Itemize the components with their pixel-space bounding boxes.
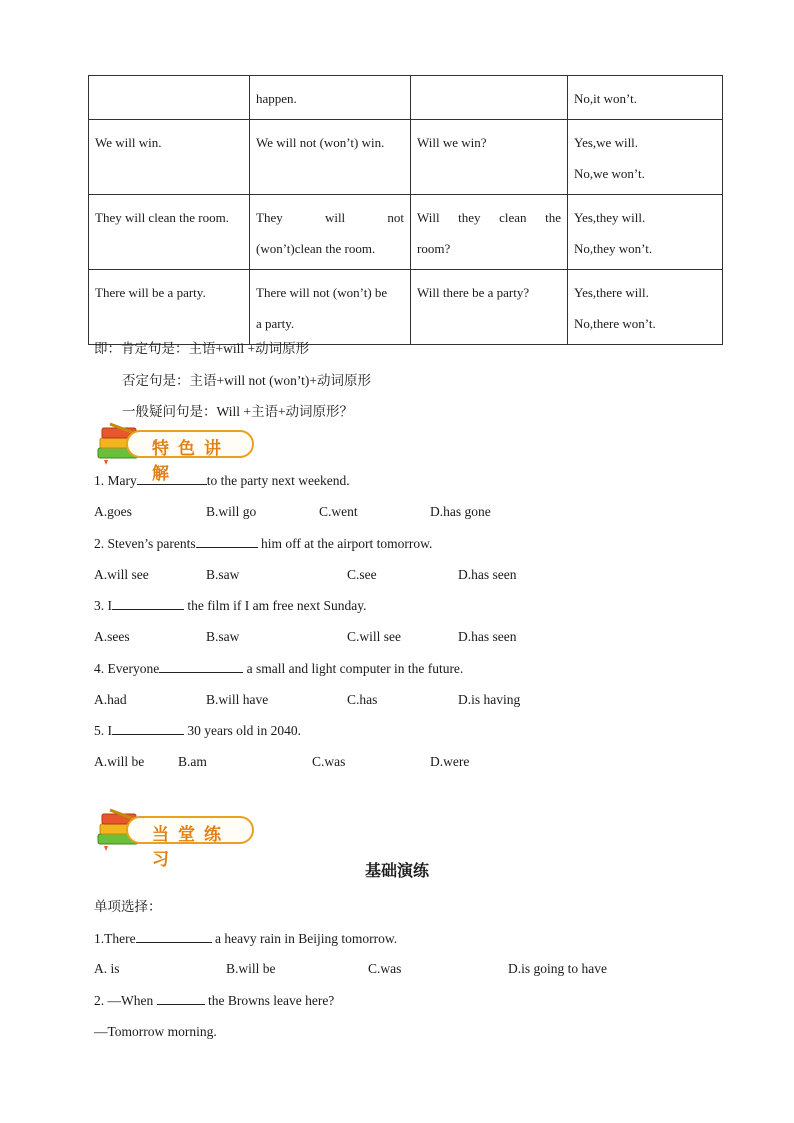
feature-q5-option-d[interactable]: D.were	[430, 754, 470, 769]
feature-q4-option-b[interactable]: B.will have	[206, 692, 269, 707]
feature-q3-option-d[interactable]: D.has seen	[458, 629, 517, 644]
table-cell: They will not (won’t)clean the room.	[250, 195, 411, 270]
practice-q1-option-b[interactable]: B.will be	[226, 961, 276, 976]
feature-question-1: 1. Mary to the party next weekend.	[94, 470, 350, 491]
feature-question-4: 4. Everyone a small and light computer in the future.	[94, 658, 463, 679]
note-negative: 否定句是：主语+will not (won’t)+动词原形	[122, 372, 371, 388]
practice-answer-2: —Tomorrow morning.	[94, 1024, 217, 1039]
feature-q1-option-b[interactable]: B.will go	[206, 504, 257, 519]
table-row	[89, 120, 723, 195]
table-cell: We will not (won’t) win.	[250, 120, 411, 195]
answer-blank[interactable]	[157, 990, 205, 1005]
section-title: 基础演练	[364, 861, 429, 880]
feature-q5-option-b[interactable]: B.am	[178, 754, 207, 769]
feature-q3-option-b[interactable]: B.saw	[206, 629, 240, 644]
practice-question-1: 1.There a heavy rain in Beijing tomorrow.	[94, 928, 397, 949]
table-row	[89, 195, 723, 270]
table-cell: Yes,there will. No,there won’t.	[568, 270, 723, 345]
table-row	[89, 76, 723, 120]
table-cell: Will there be a party?	[411, 270, 568, 345]
feature-q5-option-a[interactable]: A.will be	[94, 754, 145, 769]
feature-q2-option-c[interactable]: C.see	[347, 567, 377, 582]
feature-q1-option-a[interactable]: A.goes	[94, 504, 132, 519]
feature-q5-option-c[interactable]: C.was	[312, 754, 346, 769]
answer-blank[interactable]	[196, 533, 258, 548]
table-cell: They will clean the room.	[89, 195, 250, 270]
answer-blank[interactable]	[112, 720, 184, 735]
table-cell: happen.	[250, 76, 411, 120]
table-cell: Will we win?	[411, 120, 568, 195]
answer-blank[interactable]	[112, 595, 184, 610]
feature-badge-label: 特色讲解	[152, 439, 230, 484]
feature-q4-option-d[interactable]: D.is having	[458, 692, 521, 707]
grammar-notes	[94, 333, 371, 428]
grammar-table	[88, 75, 723, 345]
feature-question-2: 2. Steven’s parents him off at the airport tomorrow.	[94, 533, 432, 554]
practice-badge	[96, 806, 262, 870]
table-cell: There will not (won’t) be a party.	[250, 270, 411, 345]
feature-q2-option-a[interactable]: A.will see	[94, 567, 149, 582]
table-cell: Yes,we will. No,we won’t.	[568, 120, 723, 195]
note-affirmative: 即：肯定句是：主语+will +动词原形	[94, 341, 310, 356]
feature-q1-option-c[interactable]: C.went	[319, 504, 358, 519]
feature-q3-option-c[interactable]: C.will see	[347, 629, 401, 644]
answer-blank[interactable]	[136, 928, 212, 943]
feature-question-3: 3. I the film if I am free next Sunday.	[94, 595, 366, 616]
feature-q2-option-d[interactable]: D.has seen	[458, 567, 517, 582]
feature-badge	[96, 420, 262, 484]
practice-subtitle: 单项选择：	[94, 899, 162, 914]
feature-question-5: 5. I 30 years old in 2040.	[94, 720, 301, 741]
note-question: 一般疑问句是：Will +主语+动词原形？	[122, 404, 354, 419]
table-cell: Yes,they will. No,they won’t.	[568, 195, 723, 270]
practice-badge-label: 当堂练习	[152, 825, 230, 870]
answer-blank[interactable]	[137, 470, 207, 485]
table-cell: Will they clean the room?	[411, 195, 568, 270]
feature-q3-option-a[interactable]: A.sees	[94, 629, 130, 644]
practice-q1-option-c[interactable]: C.was	[368, 961, 402, 976]
feature-q4-option-c[interactable]: C.has	[347, 692, 378, 707]
table-cell: We will win.	[89, 120, 250, 195]
feature-q1-option-d[interactable]: D.has gone	[430, 504, 491, 519]
table-cell	[89, 76, 250, 120]
practice-question-2: 2. —When the Browns leave here?	[94, 990, 334, 1011]
feature-q2-option-b[interactable]: B.saw	[206, 567, 240, 582]
practice-q1-option-a[interactable]: A. is	[94, 961, 120, 976]
practice-q1-option-d[interactable]: D.is going to have	[508, 961, 607, 976]
table-cell: No,it won’t.	[568, 76, 723, 120]
answer-blank[interactable]	[159, 658, 243, 673]
table-cell: There will be a party.	[89, 270, 250, 345]
feature-q4-option-a[interactable]: A.had	[94, 692, 127, 707]
table-cell	[411, 76, 568, 120]
